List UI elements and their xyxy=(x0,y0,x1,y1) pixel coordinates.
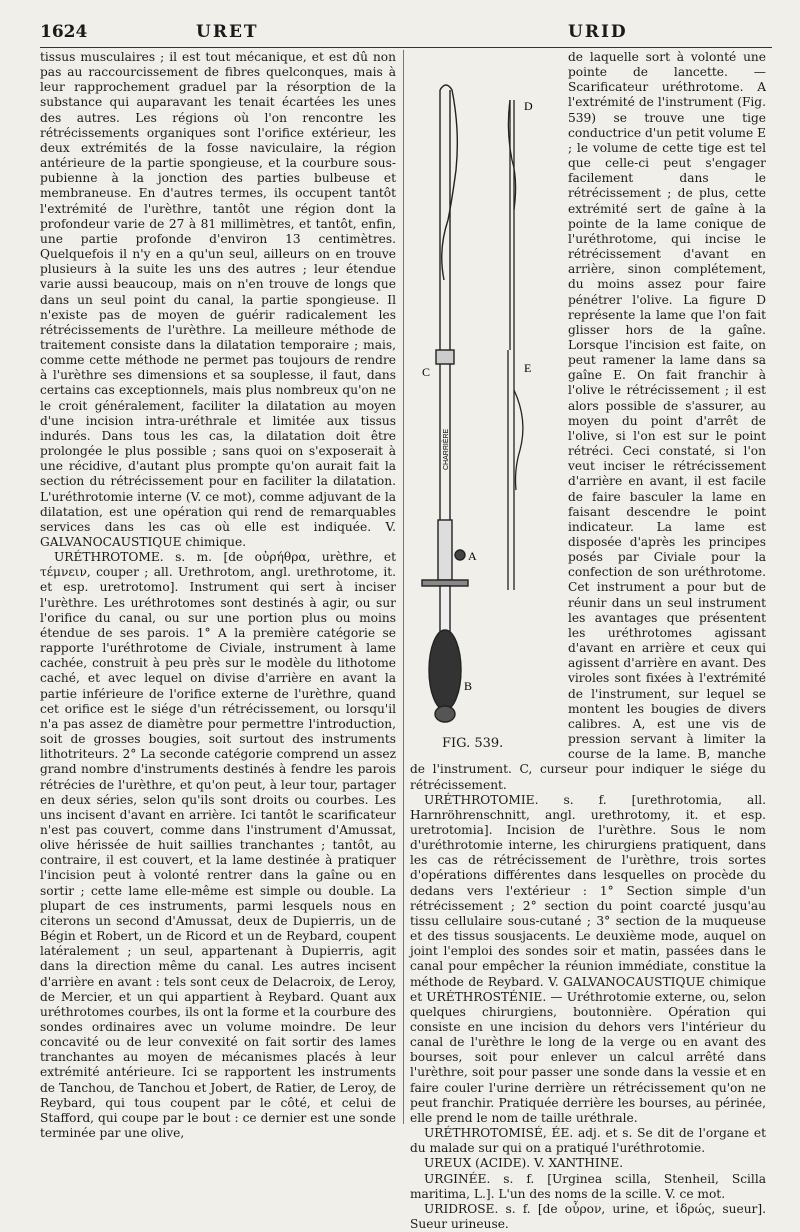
entry-urethrotomise: URÉTHROTOMISÉ, ÉE. adj. et s. Se dit de l'organe et du malade sur qui on a pratiqué l'uréthrotomie. xyxy=(410,1126,766,1156)
label-a: A xyxy=(468,549,477,563)
header-rule xyxy=(40,47,772,48)
entry-urginee: URGINÉE. s. f. [Urginea scilla, Stenheil, Scilla maritima, L.]. L'un des noms de la scille. V. ce mot. xyxy=(410,1171,766,1201)
paragraph: tissus musculaires ; il est tout mécanique, et est dû non pas au raccourcissement de fibres quelconques, mais à leur rapprochement graduel par la résorption de la substance qui auparavant les tenait écartées les unes des autres. Les régions où l'on rencontre les rétrécissements organiques sont l'orifice extérieur, les deux extrémités de la fosse naviculaire, la région antérieure de la partie spongieuse, et la courbure sous-pubienne à la jonction des parties bulbeuse et membraneuse. En d'autres termes, ils occupent tantôt l'extrémité de l'urèthre, tantôt une région dont la profondeur varie de 27 à 81 millimètres, et tantôt, enfin, une partie profonde d'environ 13 centimètres. Quelquefois il n'y en a qu'un seul, ailleurs on en trouve plusieurs à la suite les uns des autres ; leur étendue varie aussi beaucoup, mais on n'en trouve de longs que dans un seul point du canal, la partie spongieuse. Il n'existe pas de moyen de guérir radicalement les rétrécissements de l'urèthre. La meilleure méthode de traitement consiste dans la dilatation temporaire ; mais, comme cette méthode ne permet pas toujours de rendre à l'urèthre ses dimensions et sa souplesse, il faut, dans certains cas exceptionnels, mais plus nombreux qu'on ne le croit généralement, faciliter la dilatation au moyen d'une incision intra-uréthrale et limitée aux tissus indurés. Dans tous les cas, la dilatation doit être prolongée le plus possible ; sans quoi on s'exposerait à une récidive, d'autant plus prompte qu'on aurait fait la section du rétrécissement pour en faciliter la dilatation. L'uréthrotomie interne (V. ce mot), comme adjuvant de la dilatation, est une opération qui rend de remarquables services dans les cas où elle est indiquée. V. GALVANOCAUSTIQUE chimique. xyxy=(40,50,396,549)
entry-urethrotome: URÉTHROTOME. s. m. [de οὐρήθρα, urèthre, et τέμνειν, couper ; all. Urethrotom, angl. urethrotome, it. et esp. uretrotomo]. Instrument qui sert à inciser l'urèthre. Les uréthrotomes sont destinés à agir, ou sur l'orifice du canal, ou sur une portion plus ou moins étendue de ses parois. 1° A la première catégorie se rapporte l'uréthrotome de Civiale, instrument à lame cachée, construit à peu près sur le modèle du lithotome caché, et avec lequel on divise d'arrière en avant la partie inférieure de l'orifice externe de l'urèthre, quand cet orifice est le siége d'un rétrécissement, ou lorsqu'il n'a pas assez de diamètre pour permettre l'introduction, soit de grosses bougies, soit surtout des instruments lithotriteurs. 2° La seconde catégorie comprend un assez grand nombre d'instruments destinés à fendre les parois rétrécies de l'urèthre, et qu'on peut, à leur tour, partager en deux séries, selon qu'ils sont droits ou courbes. Les uns incisent d'avant en arrière. Ici tantôt le scarificateur n'est pas couvert, comme dans l'instrument d'Amussat, olive hérissée de huit saillies tranchantes ; tantôt, au contraire, il est couvert, et la lame destinée à pratiquer l'incision peut à volonté rentrer dans la gaîne ou en sortir ; cette lame elle-même est simple ou double. La plupart de ces instruments, parmi lesquels nous en citerons un second d'Amussat, deux de Dupierris, un de Bégin et Robert, un de Ricord et un de Reybard, coupent latéralement ; un seul, appartenant à Dupierris, agit dans la direction même du canal. Les autres incisent d'arrière en avant : tels sont ceux de Delacroix, de Leroy, de Mercier, et un qui appartient à Reybard. Quant aux uréthrotomes courbes, ils ont la forme et la courbure des sondes ordinaires avec un volume moindre. De leur concavité ou de leur convexité on fait sortir des lames tranchantes au moyen de mécanismes placés à leur extrémité antérieure. Ici se rapportent les instruments de Tanchou, de Tanchou et Jobert, de Ratier, de Leroy, de Reybard, qui tous coupent par le côté, et celui de Stafford, qui coupe par le bout : ce dernier est une sonde terminée par une olive, xyxy=(40,550,396,1141)
page-header xyxy=(40,22,770,46)
entry-ureux: UREUX (ACIDE). V. XANTHINE. xyxy=(424,1156,624,1171)
figure-539 xyxy=(410,50,560,750)
right-column xyxy=(410,50,766,1232)
page-number: 1624 xyxy=(40,22,88,42)
figure-caption: FIG. 539. xyxy=(442,736,504,751)
label-c: C xyxy=(422,365,431,379)
left-column xyxy=(40,50,396,1141)
paragraph: de laquelle sort à volonté une pointe de lancette. — Scarificateur uréthrotome. A l'extrémité de l'instrument (Fig. 539) se trouve une tige conductrice d'un petit volume E ; le volume de cette tige est tel que celle-ci peut s'engager facilement dans le rétrécissement ; de plus, cette extrémité sert de gaîne à la pointe de la lame conique de l'uréthrotome, qui incise le rétrécissement d'avant en arrière, sinon complétement, du moins assez pour faire pénétrer l'olive. La figure D représente la lame que l'on fait glisser hors de la gaîne. Lorsque l'incision est faite, on peut ramener la lame dans sa gaîne E. On fait franchir à l'olive le rétrécissement ; il est alors possible de s'assurer, au moyen du point d'arrêt de l'olive, si l'on est sur le point rétréci. Ceci constaté, si l'on veut inciser le rétrécissement d'arrière en avant, il est facile de faire basculer la lame en faisant descendre le point indicateur. La lame est disposée d'après les principes posés par Civiale pour la confection de son uréthrotome. Cet instrument a pour but de réunir dans un seul instrument les avantages que présentent les uréthrotomes agissant d'avant en arrière et ceux qui agissent d'arrière en avant. Des viroles sont fixées à l'extrémité de l'instrument, sur lequel se montent les bougies de divers calibres. A, est une vis de pression servant à limiter la course de la lame. B, manche de l'instrument. C, curseur pour indiquer le siége du rétrécissement. xyxy=(410,50,766,792)
running-head-right: URID xyxy=(568,22,628,42)
maker-mark: CHARRIÈRE xyxy=(443,428,450,470)
label-b: B xyxy=(464,679,473,693)
column-divider xyxy=(403,50,404,1124)
label-e: E xyxy=(524,361,532,375)
entry-uridrose: URIDROSE. s. f. [de οὖρον, urine, et ἱδρώς, sueur]. Sueur urineuse. xyxy=(410,1201,766,1232)
urethrotome-illustration xyxy=(410,50,560,750)
running-head-left: URET xyxy=(196,22,259,42)
entry-urethrotomie: URÉTHROTOMIE. s. f. [urethrotomia, all. Harnröhrenschnitt, angl. urethrotomy, it. et esp. uretrotomia]. Incision de l'urèthre. Sous le nom d'uréthrotomie interne, les chirurgiens pratiquent, dans les cas de rétrécissement de l'urèthre, trois sortes d'opérations différentes dans lesquelles on procède du dedans vers l'extérieur : 1° Section simple d'un rétrécissement ; 2° section du point coarcté jusqu'au tissu cellulaire sous-cutané ; 3° section de la muqueuse et des tissus sousjacents. Le deuxième mode, auquel on joint l'emploi des sondes soir et matin, passées dans le canal pour empêcher la réunion immédiate, constitue la méthode de Reybard. V. GALVANOCAUSTIQUE chimique et URÉTHROSTÉNIE. — Uréthrotomie externe, ou, selon quelques chirurgiens, boutonnière. Opération qui consiste en une incision du dehors vers l'intérieur du canal de l'urèthre le long de la verge ou en avant des bourses, soit pour enlever un calcul arrêté dans l'urèthre, soit pour passer une sonde dans la vessie et en faire couler l'urine derrière un rétrécissement qu'on ne peut franchir. Pratiquée derrière les bourses, au périnée, elle prend le nom de taille uréthrale. xyxy=(410,792,766,1125)
label-d: D xyxy=(524,99,533,113)
